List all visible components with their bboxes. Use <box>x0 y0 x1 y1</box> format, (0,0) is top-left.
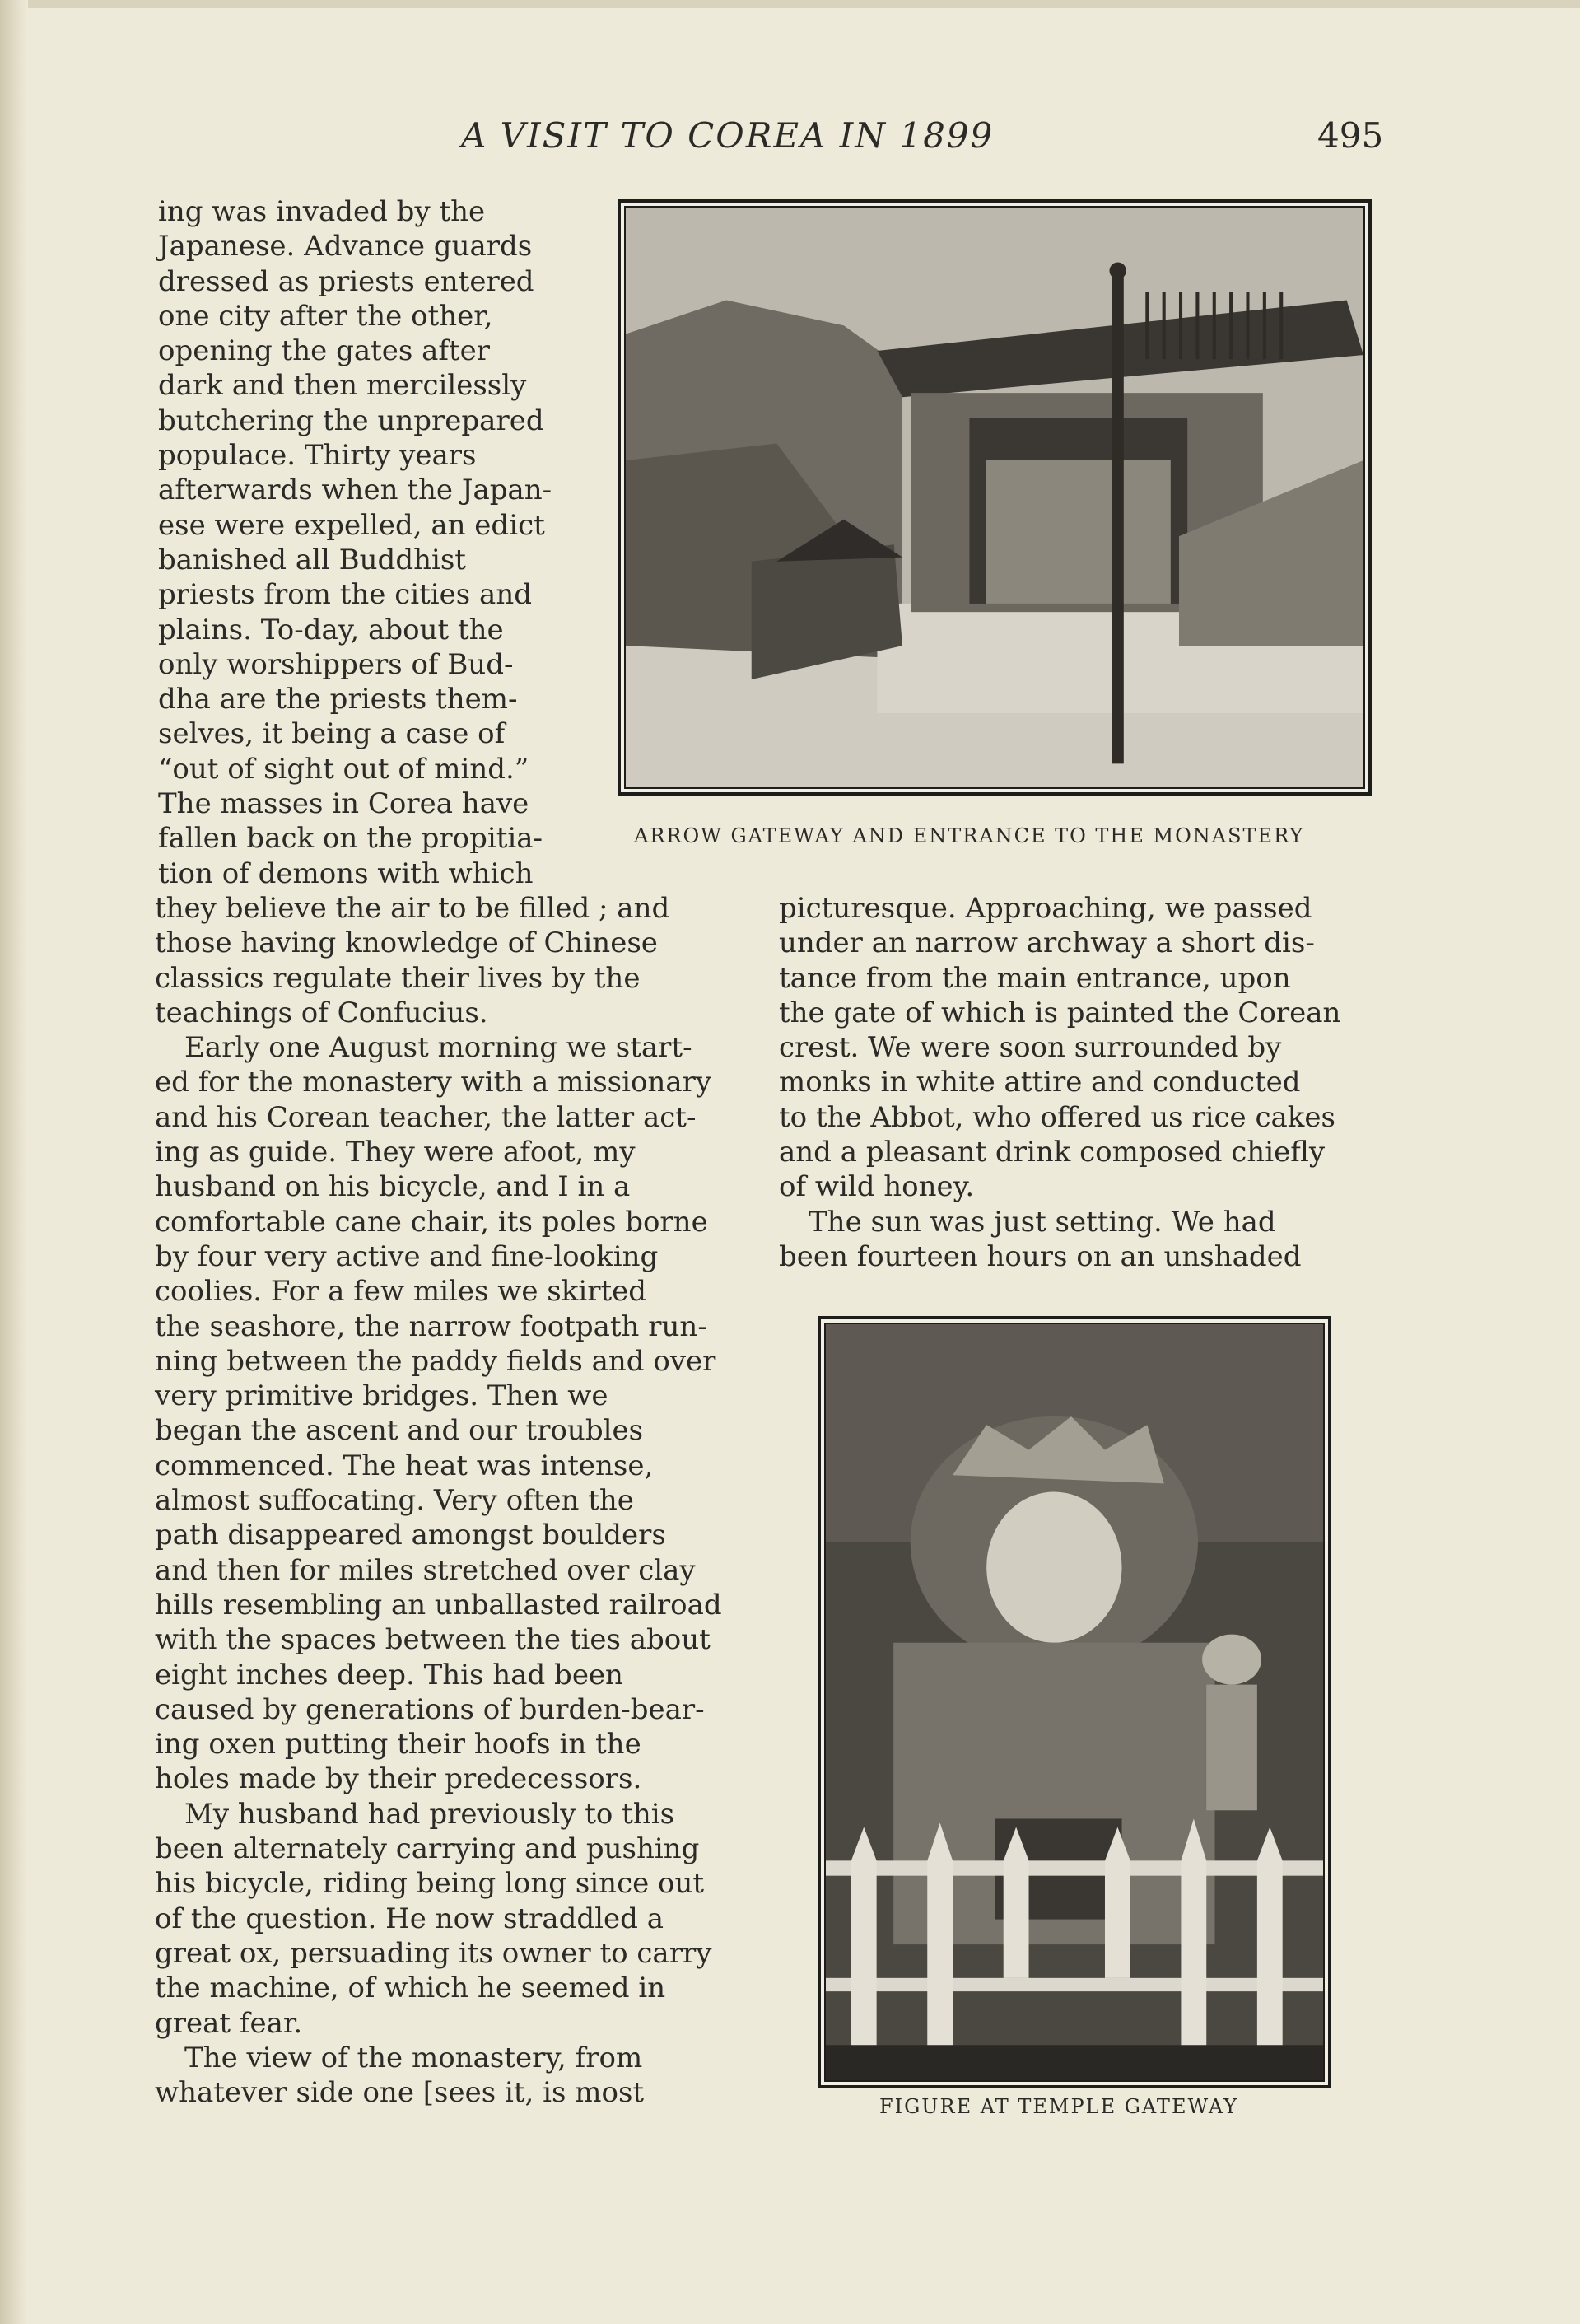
text-line: with the spaces between the ties about <box>155 1623 711 1657</box>
figure-photo-frame <box>818 1316 1331 2088</box>
page-binding-edge <box>0 0 28 2324</box>
text-line: one city after the other, <box>158 299 493 333</box>
text-line: tion of demons with which <box>158 856 534 890</box>
text-line: of the question. He now straddled a <box>155 1902 664 1935</box>
text-line: those having knowledge of Chinese <box>155 926 658 960</box>
text-line: Early one August morning we start- <box>184 1031 692 1065</box>
gateway-photo <box>624 206 1365 789</box>
text-line: to the Abbot, who offered us rice cakes <box>779 1100 1335 1134</box>
figure-photo-caption: FIGURE AT TEMPLE GATEWAY <box>879 2095 1239 2118</box>
text-line: by four very active and fine-looking <box>155 1239 659 1273</box>
gateway-photo-frame <box>618 199 1372 796</box>
text-line: ning between the paddy fields and over <box>155 1344 716 1378</box>
text-line: coolies. For a few miles we skirted <box>155 1275 646 1309</box>
text-line: The masses in Corea have <box>158 787 529 821</box>
text-line: dark and then mercilessly <box>158 369 527 403</box>
text-line: they believe the air to be filled ; and <box>155 892 670 925</box>
text-line: Japanese. Advance guards <box>158 230 533 264</box>
text-line: The view of the monastery, from <box>184 2041 643 2074</box>
text-line: comfortable cane chair, its poles borne <box>155 1205 708 1239</box>
text-line: ing as guide. They were afoot, my <box>155 1136 636 1169</box>
text-line: opening the gates after <box>158 334 491 368</box>
text-line: commenced. The heat was intense, <box>155 1449 654 1482</box>
text-line: the machine, of which he seemed in <box>155 1972 666 2005</box>
text-line: “out of sight out of mind.” <box>158 752 529 786</box>
text-line: the seashore, the narrow footpath run- <box>155 1309 707 1343</box>
text-line: dha are the priests them- <box>158 683 518 716</box>
text-line: crest. We were soon surrounded by <box>779 1031 1282 1065</box>
text-line: ed for the monastery with a missionary <box>155 1066 712 1099</box>
text-line: hills resembling an unballasted railroad <box>155 1588 722 1622</box>
text-line: plains. To-day, about the <box>158 613 504 646</box>
text-line: My husband had previously to this <box>184 1797 675 1831</box>
text-line: dressed as priests entered <box>158 264 534 298</box>
text-line: and a pleasant drink composed chiefly <box>779 1136 1326 1169</box>
text-line: great fear. <box>155 2006 303 2040</box>
running-header-title: A VISIT TO COREA IN 1899 <box>461 115 995 156</box>
right-column-body-text <box>779 891 1368 1274</box>
text-line: path disappeared amongst boulders <box>155 1519 666 1552</box>
text-line: only worshippers of Bud- <box>158 647 514 681</box>
text-line: afterwards when the Japan- <box>158 474 552 507</box>
page-top-edge <box>0 0 1580 8</box>
text-line: been alternately carrying and pushing <box>155 1832 700 1866</box>
text-line: began the ascent and our troubles <box>155 1414 644 1448</box>
text-line: of wild honey. <box>779 1170 975 1204</box>
text-line: eight inches deep. This had been <box>155 1658 623 1692</box>
text-line: butchering the unprepared <box>158 404 544 437</box>
text-line: ese were expelled, an edict <box>158 508 545 542</box>
text-line: been fourteen hours on an unshaded <box>779 1239 1302 1273</box>
left-column-body-text <box>155 891 739 2110</box>
text-line: priests from the cities and <box>158 578 532 612</box>
text-line: selves, it being a case of <box>158 717 506 751</box>
text-line: holes made by their predecessors. <box>155 1762 642 1796</box>
text-line: whatever side one [sees it, is most <box>155 2076 645 2110</box>
text-line: great ox, persuading its owner to carry <box>155 1936 712 1970</box>
text-line: and then for miles stretched over clay <box>155 1553 696 1587</box>
text-line: under an narrow archway a short dis- <box>779 926 1315 960</box>
gateway-photo-caption: ARROW GATEWAY AND ENTRANCE TO THE MONASTERY <box>634 824 1305 847</box>
text-line: caused by generations of burden-bear- <box>155 1692 705 1726</box>
text-line: banished all Buddhist <box>158 543 466 576</box>
temple-figure-illustration <box>826 1324 1323 2080</box>
text-line: husband on his bicycle, and I in a <box>155 1170 631 1204</box>
figure-photo <box>824 1323 1325 2082</box>
text-line: very primitive bridges. Then we <box>155 1379 608 1413</box>
text-line: tance from the main entrance, upon <box>779 961 1291 995</box>
text-line: populace. Thirty years <box>158 439 477 473</box>
text-line: ing was invaded by the <box>158 195 486 228</box>
text-line: the gate of which is painted the Corean <box>779 996 1341 1029</box>
text-line: teachings of Confucius. <box>155 996 488 1029</box>
gateway-photo-illustration <box>626 208 1363 787</box>
page-number: 495 <box>1317 115 1384 156</box>
text-line: classics regulate their lives by the <box>155 961 641 995</box>
text-line: fallen back on the propitia- <box>158 822 543 856</box>
text-line: his bicycle, riding being long since out <box>155 1867 705 1901</box>
text-line: ing oxen putting their hoofs in the <box>155 1728 641 1762</box>
text-line: and his Corean teacher, the latter act- <box>155 1100 697 1134</box>
text-line: almost suffocating. Very often the <box>155 1484 634 1518</box>
text-line: monks in white attire and conducted <box>779 1066 1301 1099</box>
text-line: picturesque. Approaching, we passed <box>779 892 1312 925</box>
left-column-top-text <box>158 194 568 891</box>
text-line: The sun was just setting. We had <box>809 1205 1276 1239</box>
